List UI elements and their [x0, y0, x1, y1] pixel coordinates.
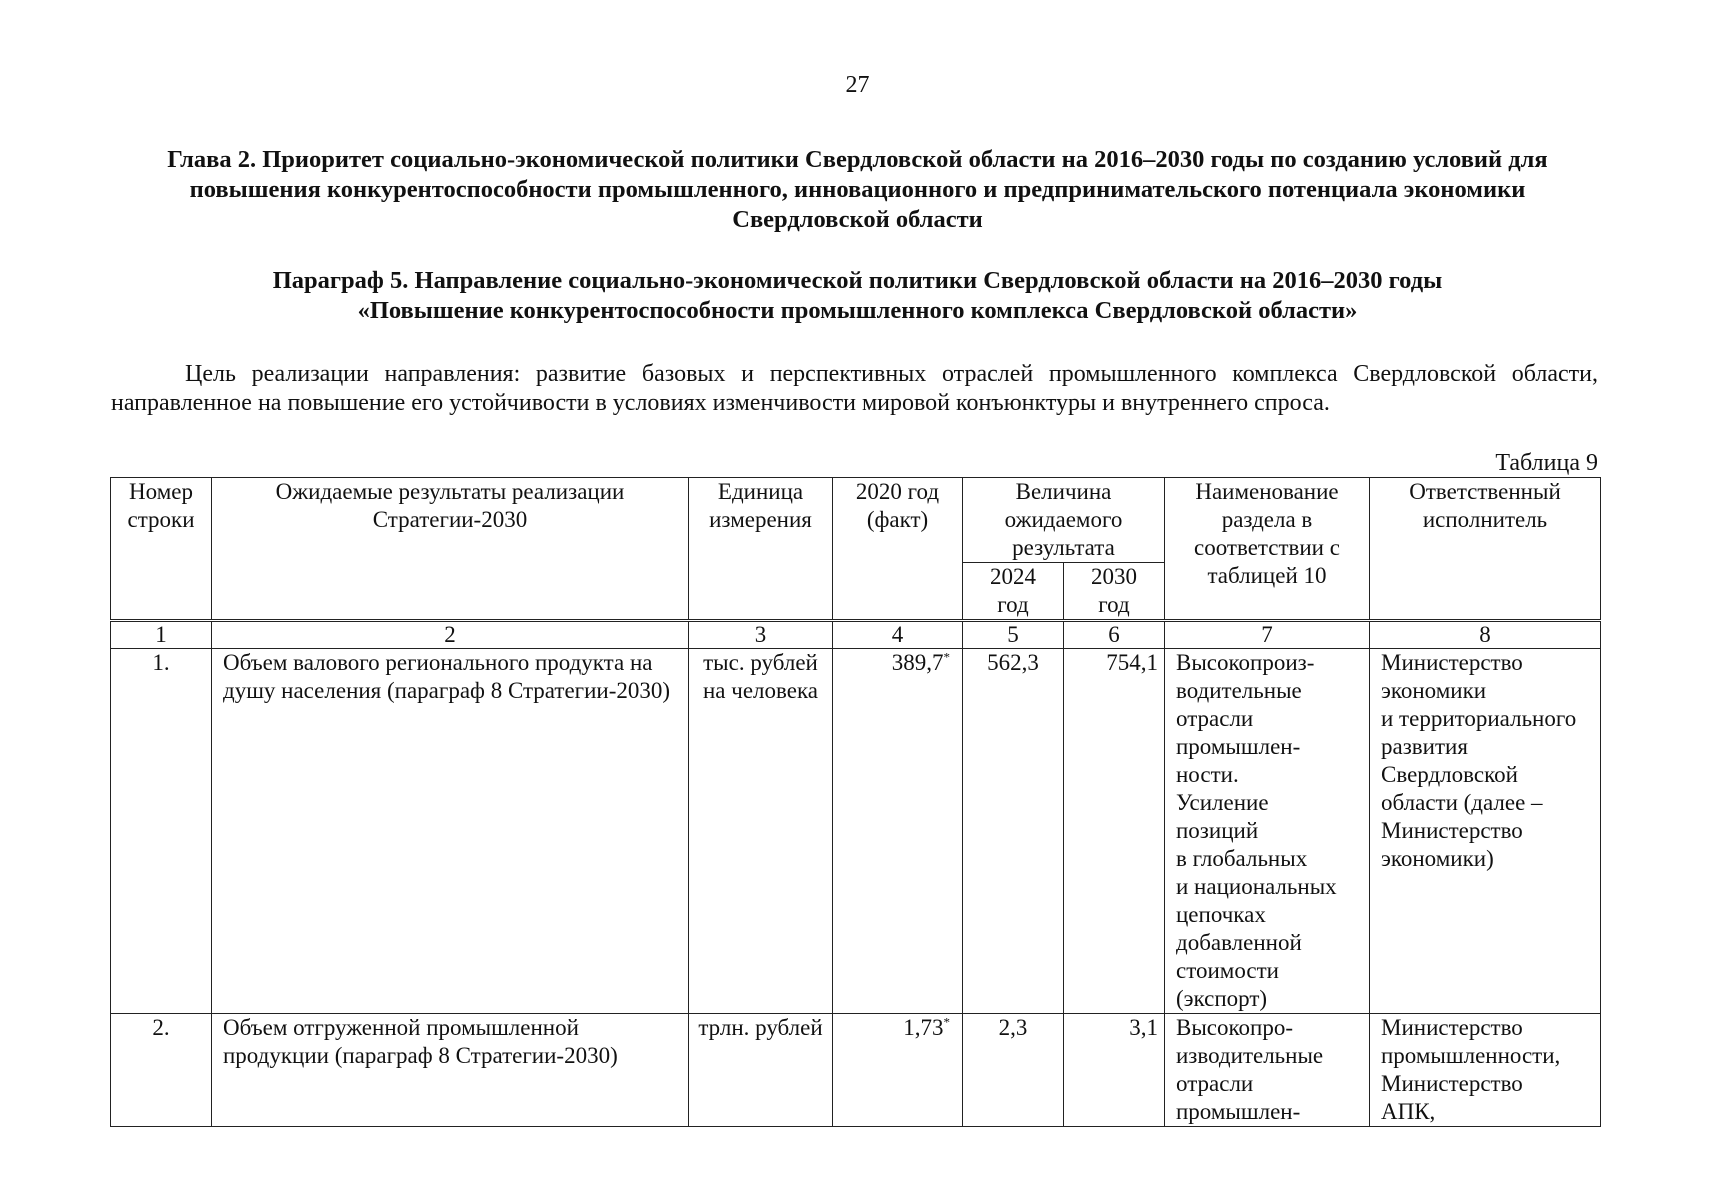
- page-number: 27: [845, 72, 870, 98]
- footnote-mark: *: [943, 649, 950, 665]
- row-fact-2020-value: 1,73: [903, 1015, 944, 1040]
- row-number: 1.: [111, 649, 212, 1014]
- column-number: 6: [1064, 621, 1165, 649]
- header-year-2030: 2030 год: [1064, 563, 1165, 621]
- column-number: 7: [1165, 621, 1370, 649]
- table-caption: Таблица 9: [1495, 450, 1598, 476]
- header-section-name: Наименование раздела в соответствии с таблицей 10: [1165, 478, 1370, 621]
- chapter-title: Глава 2. Приоритет социально-экономической политики Свердловской области на 2016–2030 годы по созданию условий для повышения конкурентоспособности промышленного, инновационного и предпринимательского потенциала экономики Свердловской области: [167, 146, 1548, 233]
- paragraph-title-line2: «Повышение конкурентоспособности промышленного комплекса Свердловской области»: [357, 297, 1358, 324]
- column-number: 2: [212, 621, 689, 649]
- row-responsible: Министерство экономики и территориального развития Свердловской области (далее – Министерство экономики): [1370, 649, 1601, 1014]
- footnote-mark: *: [943, 1014, 950, 1030]
- header-row: [111, 478, 1601, 563]
- column-number: 8: [1370, 621, 1601, 649]
- column-number: 5: [963, 621, 1064, 649]
- header-unit: Единица измерения: [689, 478, 833, 621]
- paragraph-title: [110, 266, 1605, 326]
- row-responsible: Министерство промышленности, Министерство АПК,: [1370, 1014, 1601, 1127]
- column-number: 1: [111, 621, 212, 649]
- row-value-2030: 3,1: [1064, 1014, 1165, 1127]
- row-fact-2020-value: 389,7: [891, 650, 944, 675]
- row-unit: трлн. рублей: [689, 1014, 833, 1127]
- row-value-2030: 754,1: [1064, 649, 1165, 1014]
- row-fact-2020: [833, 1014, 963, 1127]
- header-row-number: Номер строки: [111, 478, 212, 621]
- row-fact-2020: [833, 649, 963, 1014]
- table-row: [111, 649, 1601, 1014]
- column-number: 3: [689, 621, 833, 649]
- row-value-2024: 2,3: [963, 1014, 1064, 1127]
- header-expected-value: Величина ожидаемого результата: [963, 478, 1165, 563]
- table-row: [111, 1014, 1601, 1127]
- row-section: Высокопро- изводительные отрасли промышлен-: [1165, 1014, 1370, 1127]
- row-result: Объем валового регионального продукта на душу населения (параграф 8 Стратегии-2030): [212, 649, 689, 1014]
- results-table: [110, 477, 1601, 1127]
- header-expected-results: Ожидаемые результаты реализации Стратегии-2030: [212, 478, 689, 621]
- header-responsible: Ответственный исполнитель: [1370, 478, 1601, 621]
- row-section: Высокопроиз- водительные отрасли промышлен- ности. Усиление позиций в глобальных и национальных цепочках добавленной стоимости (экспорт): [1165, 649, 1370, 1014]
- goal-text: Цель реализации направления: развитие базовых и перспективных отраслей промышленного комплекса Свердловской области, направленное на повышение его устойчивости в условиях изменчивости мировой конъюнктуры и внутреннего спроса.: [111, 361, 1598, 416]
- row-value-2024: 562,3: [963, 649, 1064, 1014]
- paragraph-title-line1: Параграф 5. Направление социально-экономической политики Свердловской области на 2016–2030 годы: [272, 267, 1443, 294]
- row-result: Объем отгруженной промышленной продукции (параграф 8 Стратегии-2030): [212, 1014, 689, 1127]
- row-unit: тыс. рублей на человека: [689, 649, 833, 1014]
- column-number-row: [111, 621, 1601, 649]
- header-fact-2020: 2020 год (факт): [833, 478, 963, 621]
- row-number: 2.: [111, 1014, 212, 1127]
- column-number: 4: [833, 621, 963, 649]
- header-year-2024: 2024 год: [963, 563, 1064, 621]
